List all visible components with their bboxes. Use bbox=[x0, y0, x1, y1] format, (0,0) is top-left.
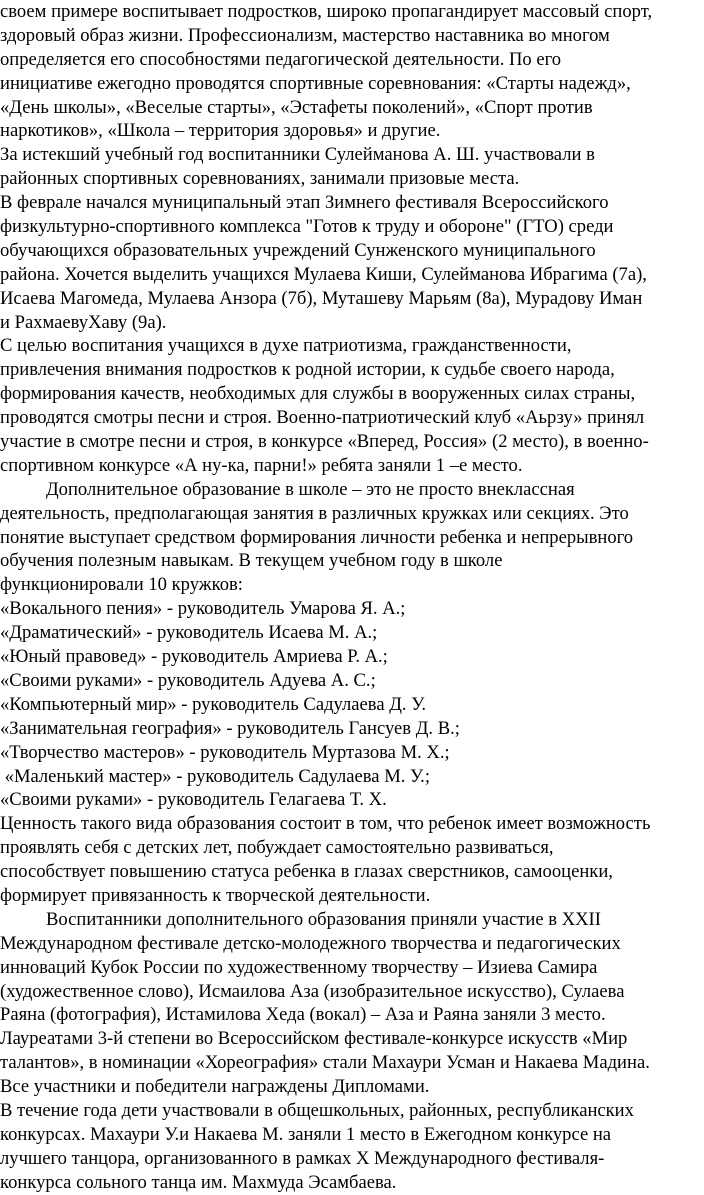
paragraph-additional-education bbox=[0, 478, 704, 597]
text-line: Лауреатами 3-й степени во Всероссийском фестивале-конкурсе искусств «Мир bbox=[0, 1028, 628, 1050]
text-line: Исаева Магомеда, Мулаева Анзора (7б), Муташеву Марьям (8а), Мурадову Иман bbox=[0, 287, 643, 309]
paragraph-patriotic-education bbox=[0, 334, 704, 477]
paragraph-festival-participation bbox=[0, 908, 704, 1099]
text-line: района. Хочется выделить учащихся Мулаева Киши, Сулейманова Ибрагима (7а), bbox=[0, 263, 647, 285]
text-line: спортивном конкурсе «А ну-ка, парни!» ребята заняли 1 –е место. bbox=[0, 454, 523, 476]
text-line: своем примере воспитывает подростков, широко пропагандирует массовый спорт, bbox=[0, 1, 653, 22]
text-line: и РахмаевуХаву (9а). bbox=[0, 311, 167, 333]
text-line: формирования качеств, необходимых для службы в вооруженных силах страны, bbox=[0, 383, 636, 405]
text-line: конкурса сольного танца им. Махмуда Эсамбаева. bbox=[0, 1171, 397, 1193]
text-line: Международном фестивале детско-молодежного творчества и педагогических bbox=[0, 932, 621, 954]
text-line: лучшего танцора, организованного в рамках Х Международного фестиваля- bbox=[0, 1147, 605, 1169]
paragraph-sports-results bbox=[0, 143, 704, 191]
paragraph-leader-intro bbox=[0, 0, 704, 143]
text-line: инноваций Кубок России по художественному творчеству – Изиева Самира bbox=[0, 956, 598, 978]
text-line: обучающихся образовательных учреждений Сунженского муниципального bbox=[0, 239, 596, 261]
text-line: физкультурно-спортивного комплекса "Готов к труду и обороне" (ГТО) среди bbox=[0, 216, 614, 238]
text-line: Раяна (фотография), Истамилова Хеда (вокал) – Аза и Раяна заняли 3 место. bbox=[0, 1004, 606, 1026]
text-line: проявлять себя с детских лет, побуждает самостоятельно развиваться, bbox=[0, 837, 554, 859]
list-item: «Творчество мастеров» - руководитель Муртазова М. Х.; bbox=[0, 741, 450, 763]
text-line: инициативе ежегодно проводятся спортивные соревнования: «Старты надежд», bbox=[0, 72, 631, 94]
text-line: «День школы», «Веселые старты», «Эстафеты поколений», «Спорт против bbox=[0, 96, 593, 118]
text-line: За истекший учебный год воспитанники Сулейманова А. Ш. участвовали в bbox=[0, 144, 595, 166]
text-line: В течение года дети участвовали в общешкольных, районных, республиканских bbox=[0, 1099, 634, 1121]
list-item: «Компьютерный мир» - руководитель Садулаева Д. У. bbox=[0, 693, 426, 715]
list-item: «Юный правовед» - руководитель Амриева Р. А.; bbox=[0, 646, 388, 668]
text-line: талантов», в номинации «Хореография» стали Махаури Усман и Накаева Мадина. bbox=[0, 1052, 650, 1074]
text-line: проводятся смотры песни и строя. Военно-патриотический клуб «Аьрзу» принял bbox=[0, 407, 645, 429]
paragraph-education-value bbox=[0, 812, 704, 908]
text-line: В феврале начался муниципальный этап Зимнего фестиваля Всероссийского bbox=[0, 192, 609, 214]
list-item: «Своими руками» - руководитель Адуева А. С.; bbox=[0, 669, 376, 691]
clubs-list bbox=[0, 597, 704, 812]
text-line: наркотиков», «Школа – территория здоровья» и другие. bbox=[0, 120, 441, 142]
list-item: «Своими руками» - руководитель Гелагаева Т. Х. bbox=[0, 789, 387, 811]
list-item: «Маленький мастер» - руководитель Садулаева М. У.; bbox=[0, 765, 430, 787]
text-line: конкурсах. Махаури У.и Накаева М. заняли 1 место в Ежегодном конкурсе на bbox=[0, 1123, 612, 1145]
text-line: Ценность такого вида образования состоит в том, что ребенок имеет возможность bbox=[0, 813, 651, 835]
text-line: здоровый образ жизни. Профессионализм, мастерство наставника во многом bbox=[0, 24, 610, 46]
text-line: понятие выступает средством формирования личности ребенка и непрерывного bbox=[0, 526, 634, 548]
text-line: формирует привязанность к творческой деятельности. bbox=[0, 884, 431, 906]
text-line: районных спортивных соревнованиях, занимали призовые места. bbox=[0, 168, 520, 190]
paragraph-contests bbox=[0, 1099, 704, 1195]
text-line: Дополнительное образование в школе – это не просто внеклассная bbox=[46, 478, 575, 500]
text-line: участие в смотре песни и строя, в конкурсе «Вперед, Россия» (2 место), в военно- bbox=[0, 431, 649, 453]
text-line: способствует повышению статуса ребенка в глазах сверстников, самооценки, bbox=[0, 861, 613, 883]
text-line: Воспитанники дополнительного образования приняли участие в XXII bbox=[46, 908, 601, 930]
text-line: деятельность, предполагающая занятия в различных кружках или секциях. Это bbox=[0, 502, 629, 524]
text-line: Все участники и победители награждены Дипломами. bbox=[0, 1076, 430, 1098]
paragraph-gto-festival bbox=[0, 191, 704, 334]
text-line: (художественное слово), Исмаилова Аза (изобразительное искусство), Сулаева bbox=[0, 980, 625, 1002]
text-line: привлечения внимания подростков к родной истории, к судьбе своего народа, bbox=[0, 359, 615, 381]
list-item: «Вокального пения» - руководитель Умарова Я. А.; bbox=[0, 598, 406, 620]
list-item: «Занимательная география» - руководитель Гансуев Д. В.; bbox=[0, 717, 460, 739]
list-item: «Драматический» - руководитель Исаева М. А.; bbox=[0, 622, 378, 644]
text-line: функционировали 10 кружков: bbox=[0, 574, 243, 596]
text-line: определяется его способностями педагогической деятельности. По его bbox=[0, 48, 562, 70]
text-line: обучения полезным навыкам. В текущем учебном году в школе bbox=[0, 550, 503, 572]
text-line: С целью воспитания учащихся в духе патриотизма, гражданственности, bbox=[0, 335, 572, 357]
